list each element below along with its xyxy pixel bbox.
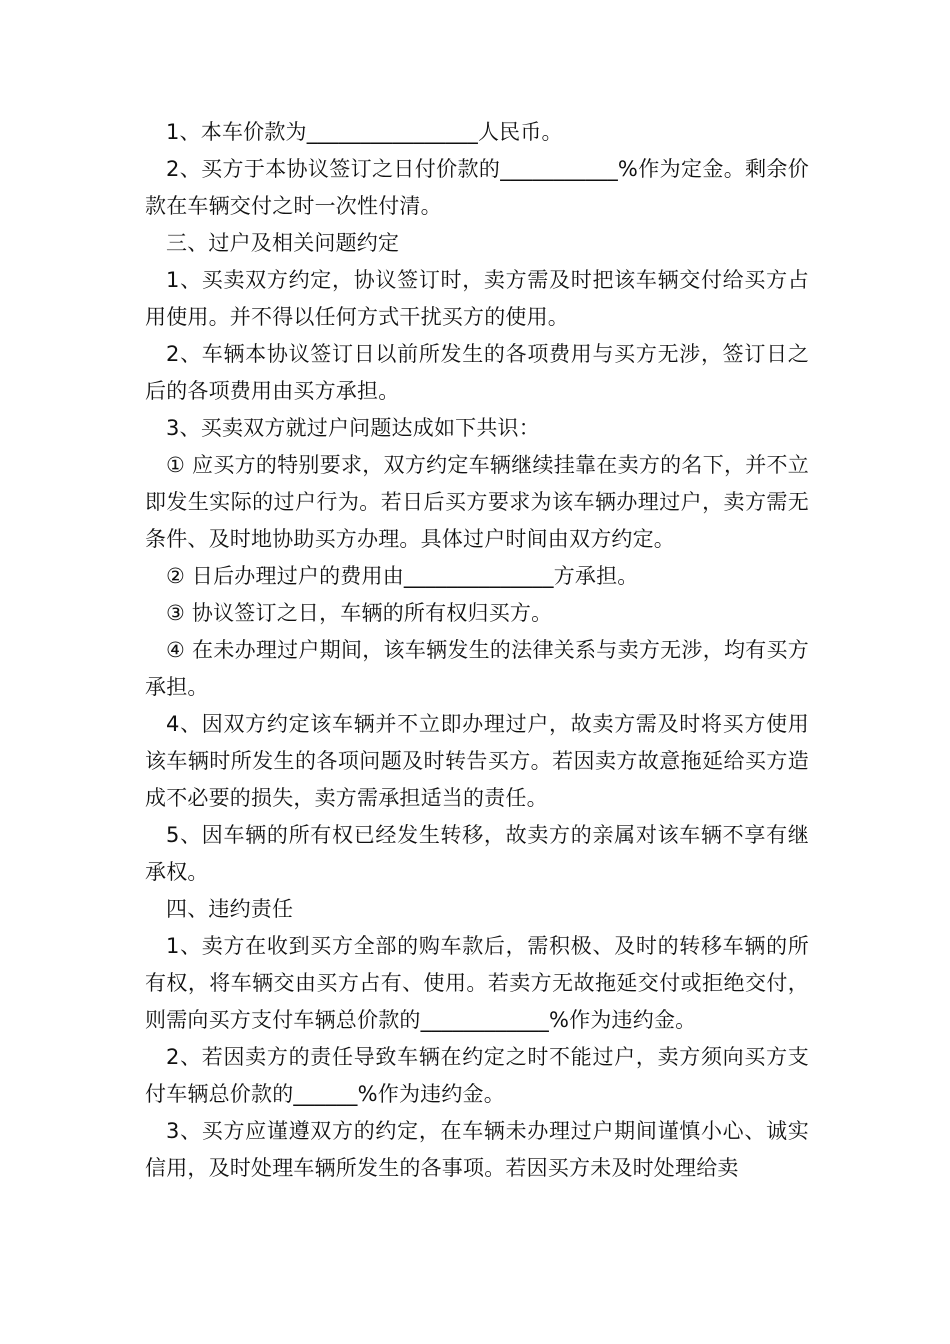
sub-clause-3: ③ 协议签订之日，车辆的所有权归买方。 <box>166 601 553 625</box>
clause-breach-1: 1、卖方在收到买方全部的购车款后，需积极、及时的转移车辆的所有权，将车辆交由买方占有、使用。若卖方无故拖延交付或拒绝交付，则需向买方支付车辆总价款的____________%作为违约金。 <box>145 934 809 1032</box>
clause-price: 1、本车价款为________________人民币。 <box>166 120 563 144</box>
clause-breach-3: 3、买方应谨遵双方的约定，在车辆未办理过户期间谨慎小心、诚实信用，及时处理车辆所发生的各事项。若因买方未及时处理给卖 <box>145 1119 809 1180</box>
clause-transfer-3: 3、买卖双方就过户问题达成如下共识： <box>166 416 540 440</box>
section-heading-breach: 四、违约责任 <box>166 897 294 921</box>
section-heading-transfer: 三、过户及相关问题约定 <box>166 231 400 255</box>
clause-transfer-1: 1、买卖双方约定，协议签订时，卖方需及时把该车辆交付给买方占用使用。并不得以任何方式干扰买方的使用。 <box>145 268 809 329</box>
sub-clause-2: ② 日后办理过户的费用由______________方承担。 <box>166 564 639 588</box>
sub-clause-1: ① 应买方的特别要求，双方约定车辆继续挂靠在卖方的名下，并不立即发生实际的过户行为。若日后买方要求为该车辆办理过户，卖方需无条件、及时地协助买方办理。具体过户时间由双方约定。 <box>145 453 809 551</box>
clause-transfer-2: 2、车辆本协议签订日以前所发生的各项费用与买方无涉，签订日之后的各项费用由买方承担。 <box>145 342 809 403</box>
clause-deposit: 2、买方于本协议签订之日付价款的___________%作为定金。剩余价款在车辆交付之时一次性付清。 <box>145 157 809 218</box>
clause-transfer-4: 4、因双方约定该车辆并不立即办理过户，故卖方需及时将买方使用该车辆时所发生的各项问题及时转告买方。若因卖方故意拖延给买方造成不必要的损失，卖方需承担适当的责任。 <box>145 712 809 810</box>
sub-clause-4: ④ 在未办理过户期间，该车辆发生的法律关系与卖方无涉，均有买方承担。 <box>145 638 809 699</box>
clause-transfer-5: 5、因车辆的所有权已经发生转移，故卖方的亲属对该车辆不享有继承权。 <box>145 823 809 884</box>
clause-breach-2: 2、若因卖方的责任导致车辆在约定之时不能过户，卖方须向买方支付车辆总价款的______%作为违约金。 <box>145 1045 809 1106</box>
document-body <box>145 114 809 1187</box>
